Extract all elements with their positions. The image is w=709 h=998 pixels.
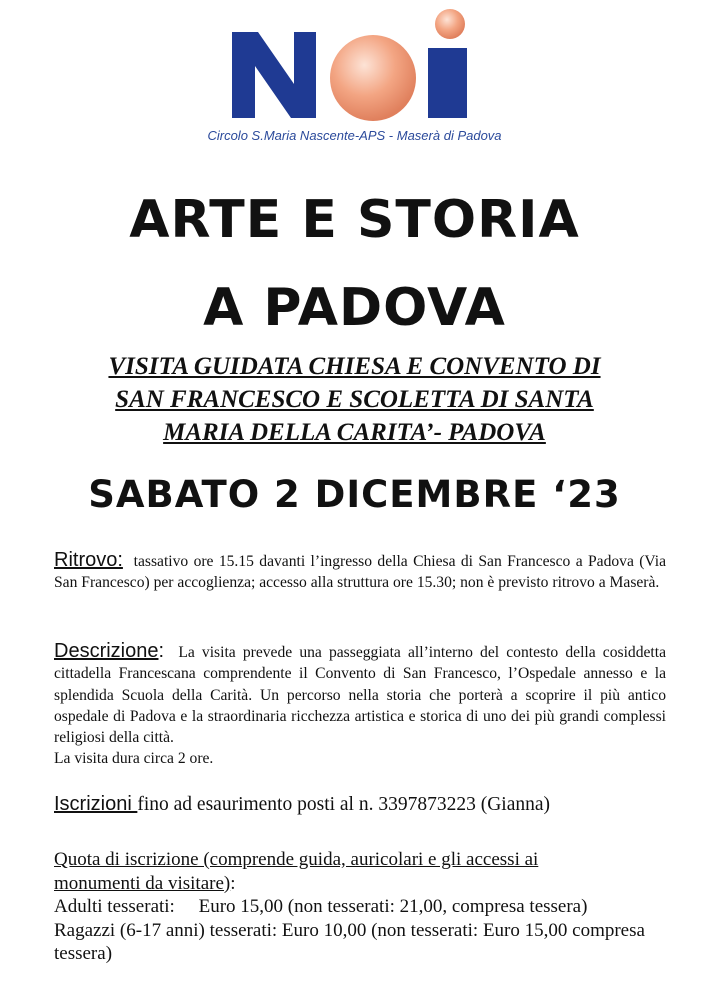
- title-line-1: ARTE E STORIA: [129, 190, 580, 250]
- quota-ragazzi: Ragazzi (6-17 anni) tesserati: Euro 10,00 (non tesserati: Euro 15,00 compresa tessera): [54, 919, 645, 964]
- descrizione-label: Descrizione: [54, 640, 159, 662]
- descrizione-text: La visita prevede una passeggiata all’interno del contesto della cosiddetta cittadella Francescana comprendente il Convento di San Francesco, l’Ospedale annesso e la splendida Scuola della Carità. Un percorso nella storia che porterà a scoprire il più antico ospedale di Padova e la straordinaria ricchezza artistica e storica di uno dei più grandi complessi religiosi della città.: [54, 644, 667, 747]
- iscrizioni-text: fino ad esaurimento posti al n. 3397873223 (Gianna): [137, 794, 551, 815]
- quota-section: Quota di iscrizione (comprende guida, auricolari e gli accessi ai monumenti da visitare): Adulti tesserati: Euro 15,00 (non tesserati: 21,00, compresa tessera) Ragazzi (6-17 anni) tesserati: Euro 10,00 (non tesserati: Euro 15,00 compresa tessera): [54, 848, 666, 966]
- event-date: SABATO 2 DICEMBRE ‘23: [88, 473, 621, 516]
- subtitle-line-3: MARIA DELLA CARITA’- PADOVA: [163, 419, 546, 446]
- iscrizioni-section: [54, 791, 666, 818]
- quota-label-line-2: monumenti da visitare): [54, 872, 231, 894]
- ritrovo-section: [54, 550, 666, 594]
- quota-label-line-1: Quota di iscrizione (comprende guida, auricolari e gli accessi ai: [54, 849, 539, 870]
- noi-logo: [228, 6, 473, 124]
- quota-adulti: Adulti tesserati: Euro 15,00 (non tesserati: 21,00, compresa tessera): [54, 896, 588, 917]
- ritrovo-text: tassativo ore 15.15 davanti l’ingresso della Chiesa di San Francesco a Padova (Via San Francesco) per accoglienza; accesso alla struttura ore 15.30; non è previsto ritrovo a Maserà.: [54, 553, 667, 592]
- iscrizioni-label: Iscrizioni: [54, 793, 138, 815]
- organization-name: Circolo S.Maria Nascente-APS - Maserà di Padova: [207, 128, 502, 143]
- title-line-2: A PADOVA: [203, 278, 506, 338]
- descrizione-section: Descrizione: La visita prevede una passeggiata all’interno del contesto della cosiddetta cittadella Francescana comprendente il Convento di San Francesco, l’Ospedale annesso e la splendida Scuola della Carità. Un percorso nella storia che porterà a scoprire il più antico ospedale di Padova e la straordinaria ricchezza artistica e storica di uno dei più grandi complessi religiosi della città. La visita dura circa 2 ore.: [54, 641, 666, 770]
- subtitle-line-2: SAN FRANCESCO E SCOLETTA DI SANTA: [115, 386, 594, 413]
- descrizione-duration: La visita dura circa 2 ore.: [54, 750, 214, 768]
- subtitle-line-1: VISITA GUIDATA CHIESA E CONVENTO DI: [108, 353, 601, 380]
- subtitle: [0, 350, 709, 449]
- ritrovo-label: Ritrovo:: [54, 549, 123, 571]
